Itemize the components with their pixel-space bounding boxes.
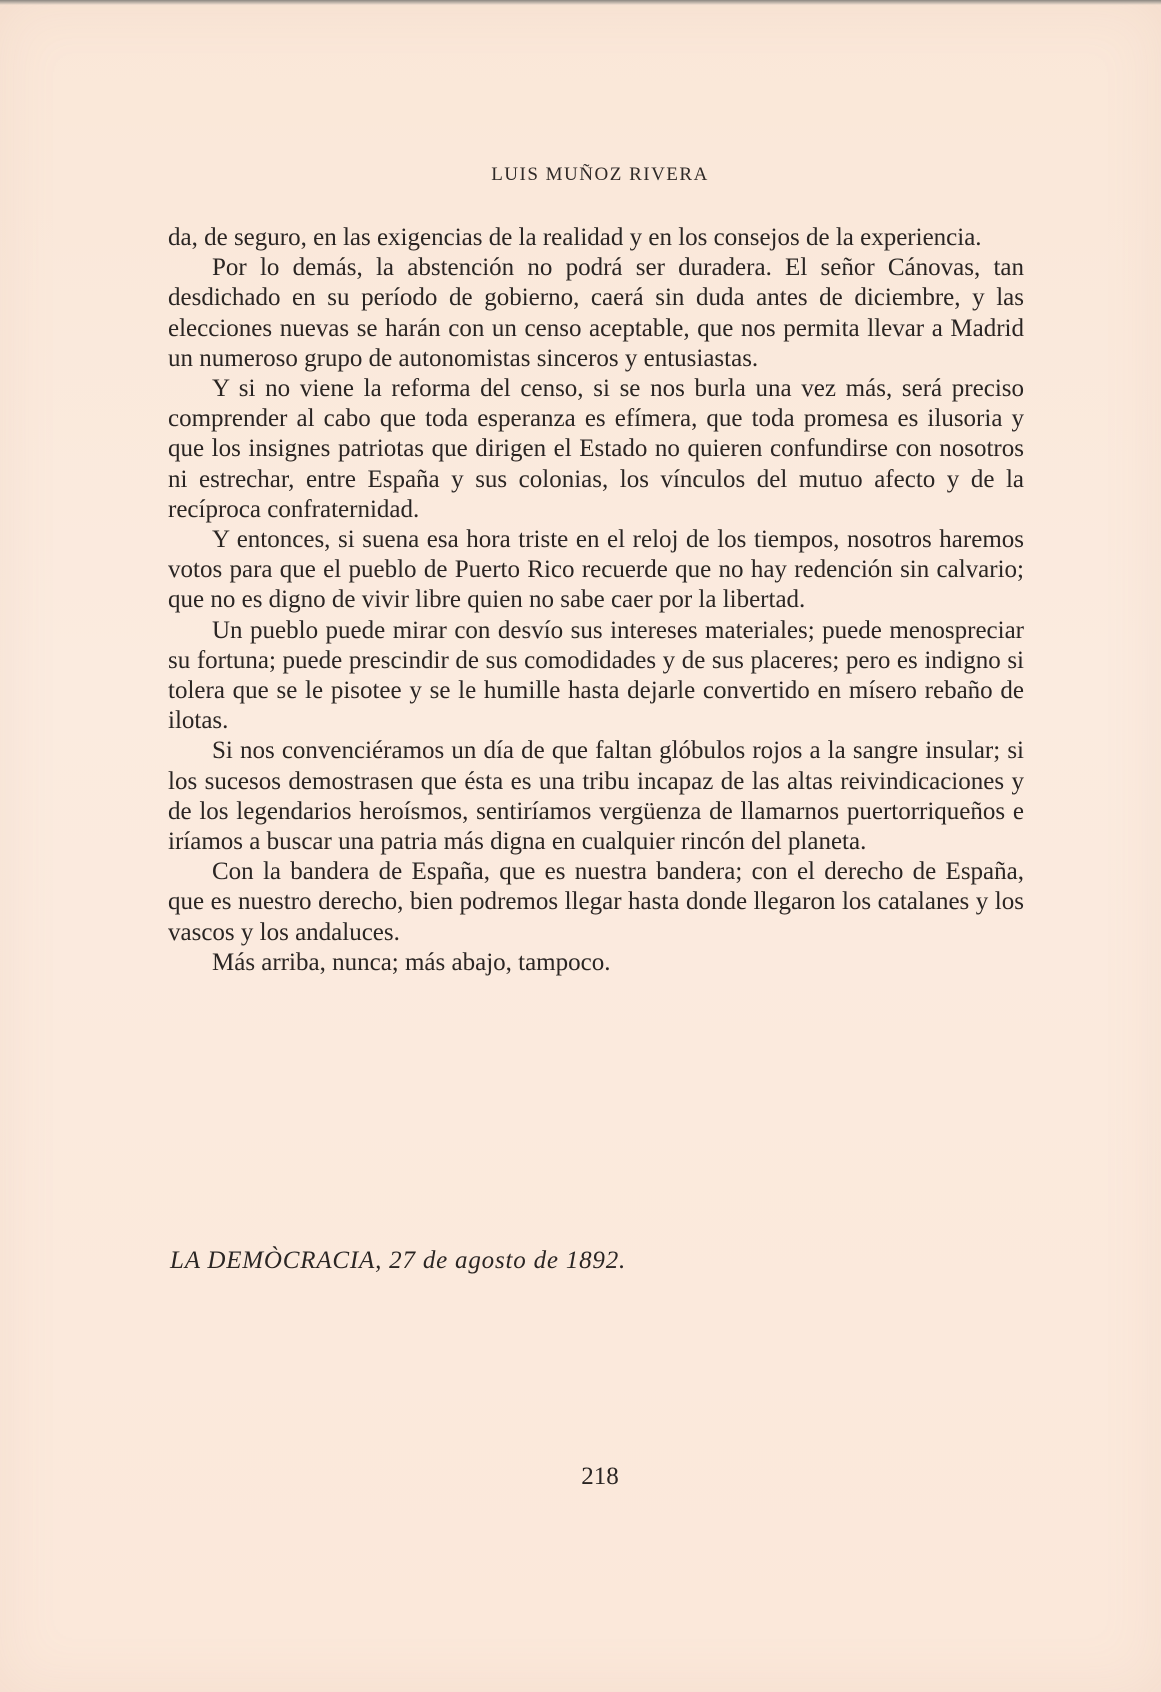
source-citation: LA DEMÒCRACIA, 27 de agosto de 1892. xyxy=(170,1247,627,1274)
paragraph-7: Con la bandera de España, que es nuestra bandera; con el derecho de España, que es nuestro derecho, bien podremos llegar hasta donde llegaron los catalanes y los vascos y los andaluces. xyxy=(168,858,1024,946)
page-number: 218 xyxy=(581,1463,619,1490)
paragraph-4: Y entonces, si suena esa hora triste en el reloj de los tiempos, nosotros haremos votos para que el pueblo de Puerto Rico recuerde que no hay redención sin calvario; que no es digno de vivir libre quien no sabe caer por la libertad. xyxy=(168,526,1024,614)
paragraph-1: da, de seguro, en las exigencias de la realidad y en los consejos de la experiencia. xyxy=(168,224,982,251)
paragraph-3: Y si no viene la reforma del censo, si se nos burla una vez más, será preciso comprender al cabo que toda esperanza es efímera, que toda promesa es ilusoria y que los insignes patriotas que dirigen el Estado no quieren confundirse con nosotros ni estrechar, entre España y sus colonias, los vínculos del mutuo afecto y de la recíproca confraternidad. xyxy=(168,375,1024,523)
running-head: LUIS MUÑOZ RIVERA xyxy=(491,164,709,185)
paragraph-6: Si nos convenciéramos un día de que faltan glóbulos rojos a la sangre insular; si los sucesos demostrasen que ésta es una tribu incapaz de las altas reivindicaciones y de los legendarios heroísmos, sentiríamos vergüenza de llamarnos puertorriqueños e iríamos a buscar una patria más digna en cualquier rincón del planeta. xyxy=(168,737,1024,856)
page-top-edge xyxy=(0,0,1161,5)
paragraph-8: Más arriba, nunca; más abajo, tampoco. xyxy=(212,948,611,976)
paragraph-2: Por lo demás, la abstención no podrá ser duradera. El señor Cánovas, tan desdichado en su período de gobierno, caerá sin duda antes de diciembre, y las elecciones nuevas se harán con un censo aceptable, que nos permita llevar a Madrid un numeroso grupo de autonomistas sinceros y entusiastas. xyxy=(168,254,1024,372)
body-text xyxy=(168,223,1024,978)
paragraph-5: Un pueblo puede mirar con desvío sus intereses materiales; puede menospreciar su fortuna; puede prescindir de sus comodidades y de sus placeres; pero es indigno si tolera que se le pisotee y se le humille hasta dejarle convertido en mísero rebaño de ilotas. xyxy=(168,616,1024,735)
